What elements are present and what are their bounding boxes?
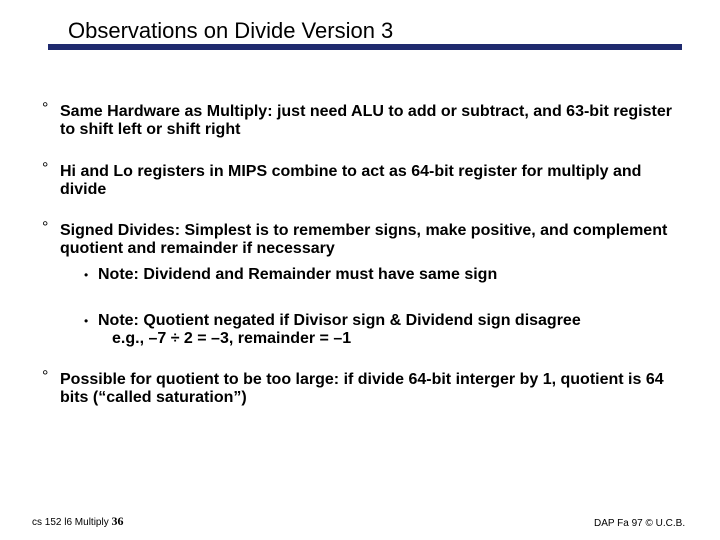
bullet-item-1	[42, 100, 690, 139]
bullet-text: Signed Divides: Simplest is to remember signs, make positive, and complement quotient and remainder if necessary	[60, 222, 668, 257]
sub-bullet-item-1	[84, 266, 688, 284]
bullet-item-4	[42, 368, 690, 407]
footer-course-text: cs 152 l6 Multiply	[32, 517, 112, 528]
sub-bullet-item-2	[84, 312, 688, 348]
bullet-text: Possible for quotient to be too large: if divide 64-bit interger by 1, quotient is 64 bits (“called saturation”)	[60, 371, 664, 406]
bullet-text: Same Hardware as Multiply: just need ALU to add or subtract, and 63-bit register to shift left or shift right	[60, 103, 672, 138]
sub-bullet-marker: •	[84, 268, 89, 282]
sub-bullet-text: Note: Dividend and Remainder must have same sign	[98, 266, 498, 283]
bullet-marker: °	[42, 368, 49, 385]
sub-bullet-marker: •	[84, 314, 89, 328]
bullet-marker: °	[42, 160, 49, 177]
slide-title: Observations on Divide Version 3	[68, 18, 394, 43]
page-number: 36	[111, 514, 124, 528]
sub-bullet-example: e.g., –7 ÷ 2 = –3, remainder = –1	[112, 330, 352, 347]
bullet-marker: °	[42, 219, 49, 236]
footer-course-label	[32, 514, 123, 529]
footer-copyright: DAP Fa 97 © U.C.B.	[594, 518, 686, 529]
sub-bullet-text: Note: Quotient negated if Divisor sign & Dividend sign disagree	[98, 312, 581, 329]
bullet-item-2	[42, 160, 690, 199]
bullet-text: Hi and Lo registers in MIPS combine to act as 64-bit register for multiply and divide	[60, 163, 642, 198]
bullet-item-3	[42, 219, 690, 258]
title-underline	[48, 44, 682, 50]
bullet-marker: °	[42, 100, 49, 117]
